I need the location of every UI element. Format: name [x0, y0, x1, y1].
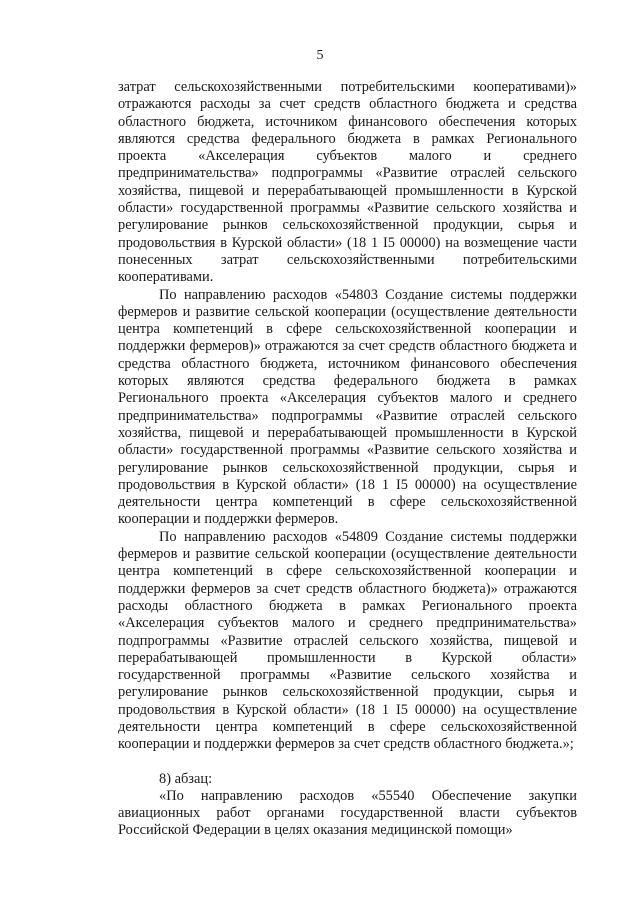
paragraph-item-8: 8) абзац:	[159, 770, 213, 787]
paragraph-54809: По направлению расходов «54809 Создание системы поддержки фермеров и развитие сельской кооперации (осуществление деятельности центра компетенций в сфере сельскохозяйственной кооперации и поддержки фермеров за счет средств областного бюджета)» отражаются расходы областного бюджета в рамках Регионального проекта «Акселерация субъектов малого и среднего предпринимательства» подпрограммы «Развитие отраслей сельского хозяйства, пищевой и перерабатывающей промышленности в Курской области» государственной программы «Развитие сельского хозяйства и регулирование рынков сельскохозяйственной продукции, сырья и продовольствия в Курской области» (18 1 I5 00000) на осуществление деятельности центра компетенций в сфере сельскохозяйственной кооперации и поддержки фермеров за счет средств областного бюджета.»;	[118, 528, 577, 753]
page-number: 5	[316, 48, 324, 63]
paragraph-continuation: затрат сельскохозяйственными потребительскими кооперативами)» отражаются расходы за счет средств областного бюджета и средства областного бюджета, источником финансового обеспечения которых являются средства федерального бюджета в рамках Регионального проекта «Акселерация субъектов малого и среднего предпринимательства» подпрограммы «Развитие отраслей сельского хозяйства, пищевой и перерабатывающей промышленности в Курской области» государственной программы «Развитие сельского хозяйства и регулирование рынков сельскохозяйственной продукции, сырья и продовольствия в Курской области» (18 1 I5 00000) на возмещение части понесенных затрат сельскохозяйственными потребительскими кооперативами.	[118, 79, 577, 286]
paragraph-spacer	[118, 754, 577, 771]
paragraph-54803: По направлению расходов «54803 Создание системы поддержки фермеров и развитие сельской кооперации (осуществление деятельности центра компетенций в сфере сельскохозяйственной кооперации и поддержки фермеров)» отражаются за счет средств областного бюджета и средства областного бюджета, источником финансового обеспечения которых являются средства федерального бюджета в рамках Регионального проекта «Акселерация субъектов малого и среднего предпринимательства» подпрограммы «Развитие отраслей сельского хозяйства, пищевой и перерабатывающей промышленности в Курской области» государственной программы «Развитие сельского хозяйства и регулирование рынков сельскохозяйственной продукции, сырья и продовольствия в Курской области» (18 1 I5 00000) на осуществление деятельности центра компетенций в сфере сельскохозяйственной кооперации и поддержки фермеров.	[118, 286, 577, 528]
paragraph-55540: «По направлению расходов «55540 Обеспечение закупки авиационных работ органами государственной власти субъектов Российской Федерации в целях оказания медицинской помощи»	[118, 787, 577, 839]
document-body	[118, 79, 577, 840]
